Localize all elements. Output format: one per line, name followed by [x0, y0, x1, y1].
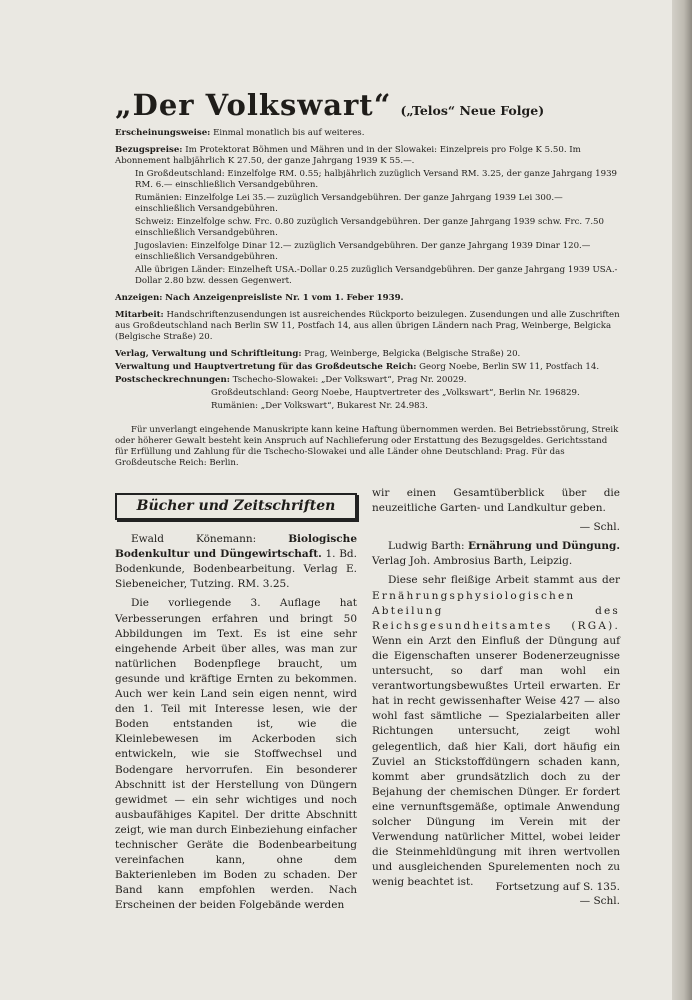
left-column: [115, 488, 357, 917]
imprint-bezug-row: Jugoslavien: Einzelfolge Dinar 12.— zuzüglich Versandgebühren. Der ganze Jahrgang 1939 Dinar 120.— einschließlich Versandgebühren.: [135, 241, 591, 262]
journal-title: „Der Volkswart“: [115, 88, 392, 122]
imprint-label: Bezugspreise:: [115, 145, 183, 155]
section-heading: Bücher und Zeitschriften: [115, 493, 357, 520]
imprint-text: Im Protektorat Böhmen und Mähren und in der Slowakei: Einzelpreis pro Folge K 5.50. Im Abonnement halbjährlich K 27.50, der ganze Jahrgang 1939 K 55.—.: [115, 145, 581, 166]
disclaimer: Für unverlangt eingehende Manuskripte kann keine Haftung übernommen werden. Bei Betriebsstörung, Streik oder höherer Gewalt besteht kein Anspruch auf Nachlieferung oder Erstattung des Bezugsgeldes. Gerichtsstand für Erfüllung und Zahlung für die Tschecho-Slowakei und alle Länder ohne Deutschland: Prag. Für das Großdeutsche Reich: Berlin.: [115, 425, 619, 468]
imprint-erscheinung: [115, 128, 620, 139]
imprint-postscheck-row: Großdeutschland: Georg Noebe, Hauptvertreter des „Volkswart“, Berlin Nr. 196829.: [211, 388, 580, 398]
review-signature: — Schl.: [579, 895, 620, 908]
imprint-text: Prag, Weinberge, Belgicka (Belgische Straße) 20.: [304, 349, 521, 359]
masthead: [115, 88, 615, 122]
imprint-anzeigen: [115, 293, 620, 304]
imprint-text: Georg Noebe, Berlin SW 11, Postfach 14.: [419, 362, 600, 372]
imprint-label: Verlag, Verwaltung und Schriftleitung:: [115, 349, 302, 359]
imprint-verlag: [115, 349, 620, 360]
review-author: Ludwig Barth:: [388, 540, 465, 553]
imprint-hauptvertretung: [115, 362, 620, 373]
review-title: Ernährung und Düngung.: [468, 540, 620, 553]
imprint-bezug-row: Rumänien: Einzelfolge Lei 35.— zuzüglich Versandgebühren. Der ganze Jahrgang 1939 Lei 300.— einschließlich Versandgebühren.: [135, 193, 563, 214]
review-body: [372, 573, 620, 890]
review-biblio: Verlag Joh. Ambrosius Barth, Leipzig.: [372, 555, 573, 568]
imprint-text: Nach Anzeigenpreisliste Nr. 1 vom 1. Feber 1939.: [165, 293, 404, 303]
imprint-postscheck-row: Rumänien: „Der Volkswart“, Bukarest Nr. 24.983.: [211, 401, 428, 411]
imprint-text: Handschriftenzusendungen ist ausreichendes Rückporto beizulegen. Zusendungen und alle Zuschriften aus Großdeutschland nach Berlin SW 11, Postfach 14, aus allen übrigen Ländern nach Prag, Weinberge, Belgicka (Belgische Straße) 20.: [115, 310, 620, 342]
review-body-text: Wenn ein Arzt den Einfluß der Düngung auf die Eigenschaften unserer Bodenerzeugnisse untersucht, so darf man wohl ein verantwortungsbewußtes Urteil erwarten. Er hat in recht gewissenhafter Weise 427 — also wohl fast sämtliche — Spezialarbeiten aller Richtungen untersucht, zeigt wohl gelegentlich, daß hier Kali, dort häufig ein Zuviel an Stickstoffdüngern schaden kann, kommt aber grundsätzlich doch zu der Bejahung der chemischen Dünger. Er fordert eine vernunftsgemäße, optimale Anwendung solcher Düngung im Verein mit der Verwendung natürlicher Mittel, wobei leider die Steinmehldüngung mit ihren wertvollen und ausgleichenden Spurelementen noch zu wenig beachtet ist.: [372, 634, 620, 889]
imprint-block: [115, 128, 620, 414]
journal-subtitle: („Telos“ Neue Folge): [400, 103, 545, 118]
imprint-label: Erscheinungsweise:: [115, 128, 211, 138]
review-citation: [115, 532, 357, 592]
review-signature: — Schl.: [579, 521, 620, 534]
imprint-label: Postscheckrechnungen:: [115, 375, 230, 385]
imprint-text: Einmal monatlich bis auf weiteres.: [213, 128, 365, 138]
imprint-bezug: [115, 145, 620, 167]
imprint-label: Anzeigen:: [115, 293, 163, 303]
review-author: Ewald Könemann:: [131, 533, 257, 546]
imprint-bezug-row: In Großdeutschland: Einzelfolge RM. 0.55; halbjährlich zuzüglich Versand RM. 3.25, der ganze Jahrgang 1939 RM. 6.— einschließlich Versandgebühren.: [135, 169, 618, 190]
imprint-postscheck: [115, 375, 620, 386]
imprint-mitarbeit: [115, 310, 620, 343]
imprint-bezug-row: Schweiz: Einzelfolge schw. Frc. 0.80 zuzüglich Versandgebühren. Der ganze Jahrgang 1939 schw. Frc. 7.50 einschließlich Versandgebühren.: [135, 217, 604, 238]
review-continuation: wir einen Gesamtüberblick über die neuzeitliche Garten- und Landkultur geben.: [372, 487, 620, 515]
review-biblio: 1. Bd. Bodenkunde, Bodenbearbeitung. Verlag E. Siebeneicher, Tutzing. RM. 3.25.: [115, 548, 357, 591]
review-title: Biologische Bodenkultur und Düngewirtschaft.: [115, 533, 357, 561]
imprint-text: Tschecho-Slowakei: „Der Volkswart“, Prag Nr. 20029.: [232, 375, 467, 385]
imprint-label: Mitarbeit:: [115, 310, 164, 320]
review-body-text: Diese sehr fleißige Arbeit stammt aus der: [388, 574, 620, 587]
page-edge: [672, 0, 692, 1000]
review-body: Die vorliegende 3. Auflage hat Verbesserungen erfahren und bringt 50 Abbildungen im Text. Es ist eine sehr eingehende Arbeit über alles, was man zur natürlichen Bodenpflege braucht, um gesunde und kräftige Ernten zu bekommen. Auch wer kein Land sein eigen nennt, wird den 1. Teil mit Interesse lesen, wie der Boden entstanden ist, wie die Kleinlebewesen im Ackerboden sich entwickeln, wie sie Stoffwechsel und Bodengare hervorrufen. Ein besonderer Abschnitt ist der Herstellung von Düngern gewidmet — ein sehr wichtiges und noch ausbaufähiges Kapitel. Der dritte Abschnitt zeigt, wie man durch Einbeziehung einfacher technischer Geräte die Bodenbearbeitung vereinfachen kann, ohne dem Bakterienleben im Boden zu schaden. Der Band kann empfohlen werden. Nach Erscheinen der beiden Folgebände werden: [115, 597, 357, 912]
right-column: [372, 486, 620, 914]
imprint-label: Verwaltung und Hauptvertretung für das Großdeutsche Reich:: [115, 362, 417, 372]
imprint-bezug-row: Alle übrigen Länder: Einzelheft USA.-Dollar 0.25 zuzüglich Versandgebühren. Der ganze Jahrgang 1939 USA.-Dollar 2.80 bzw. dessen Gegenwert.: [135, 265, 618, 286]
continued-note: Fortsetzung auf S. 135.: [495, 881, 620, 893]
review-institute: Ernährungsphysiologischen Abteilung des Reichsgesundheitsamtes (RGA).: [372, 589, 620, 632]
review-citation: [372, 539, 620, 569]
